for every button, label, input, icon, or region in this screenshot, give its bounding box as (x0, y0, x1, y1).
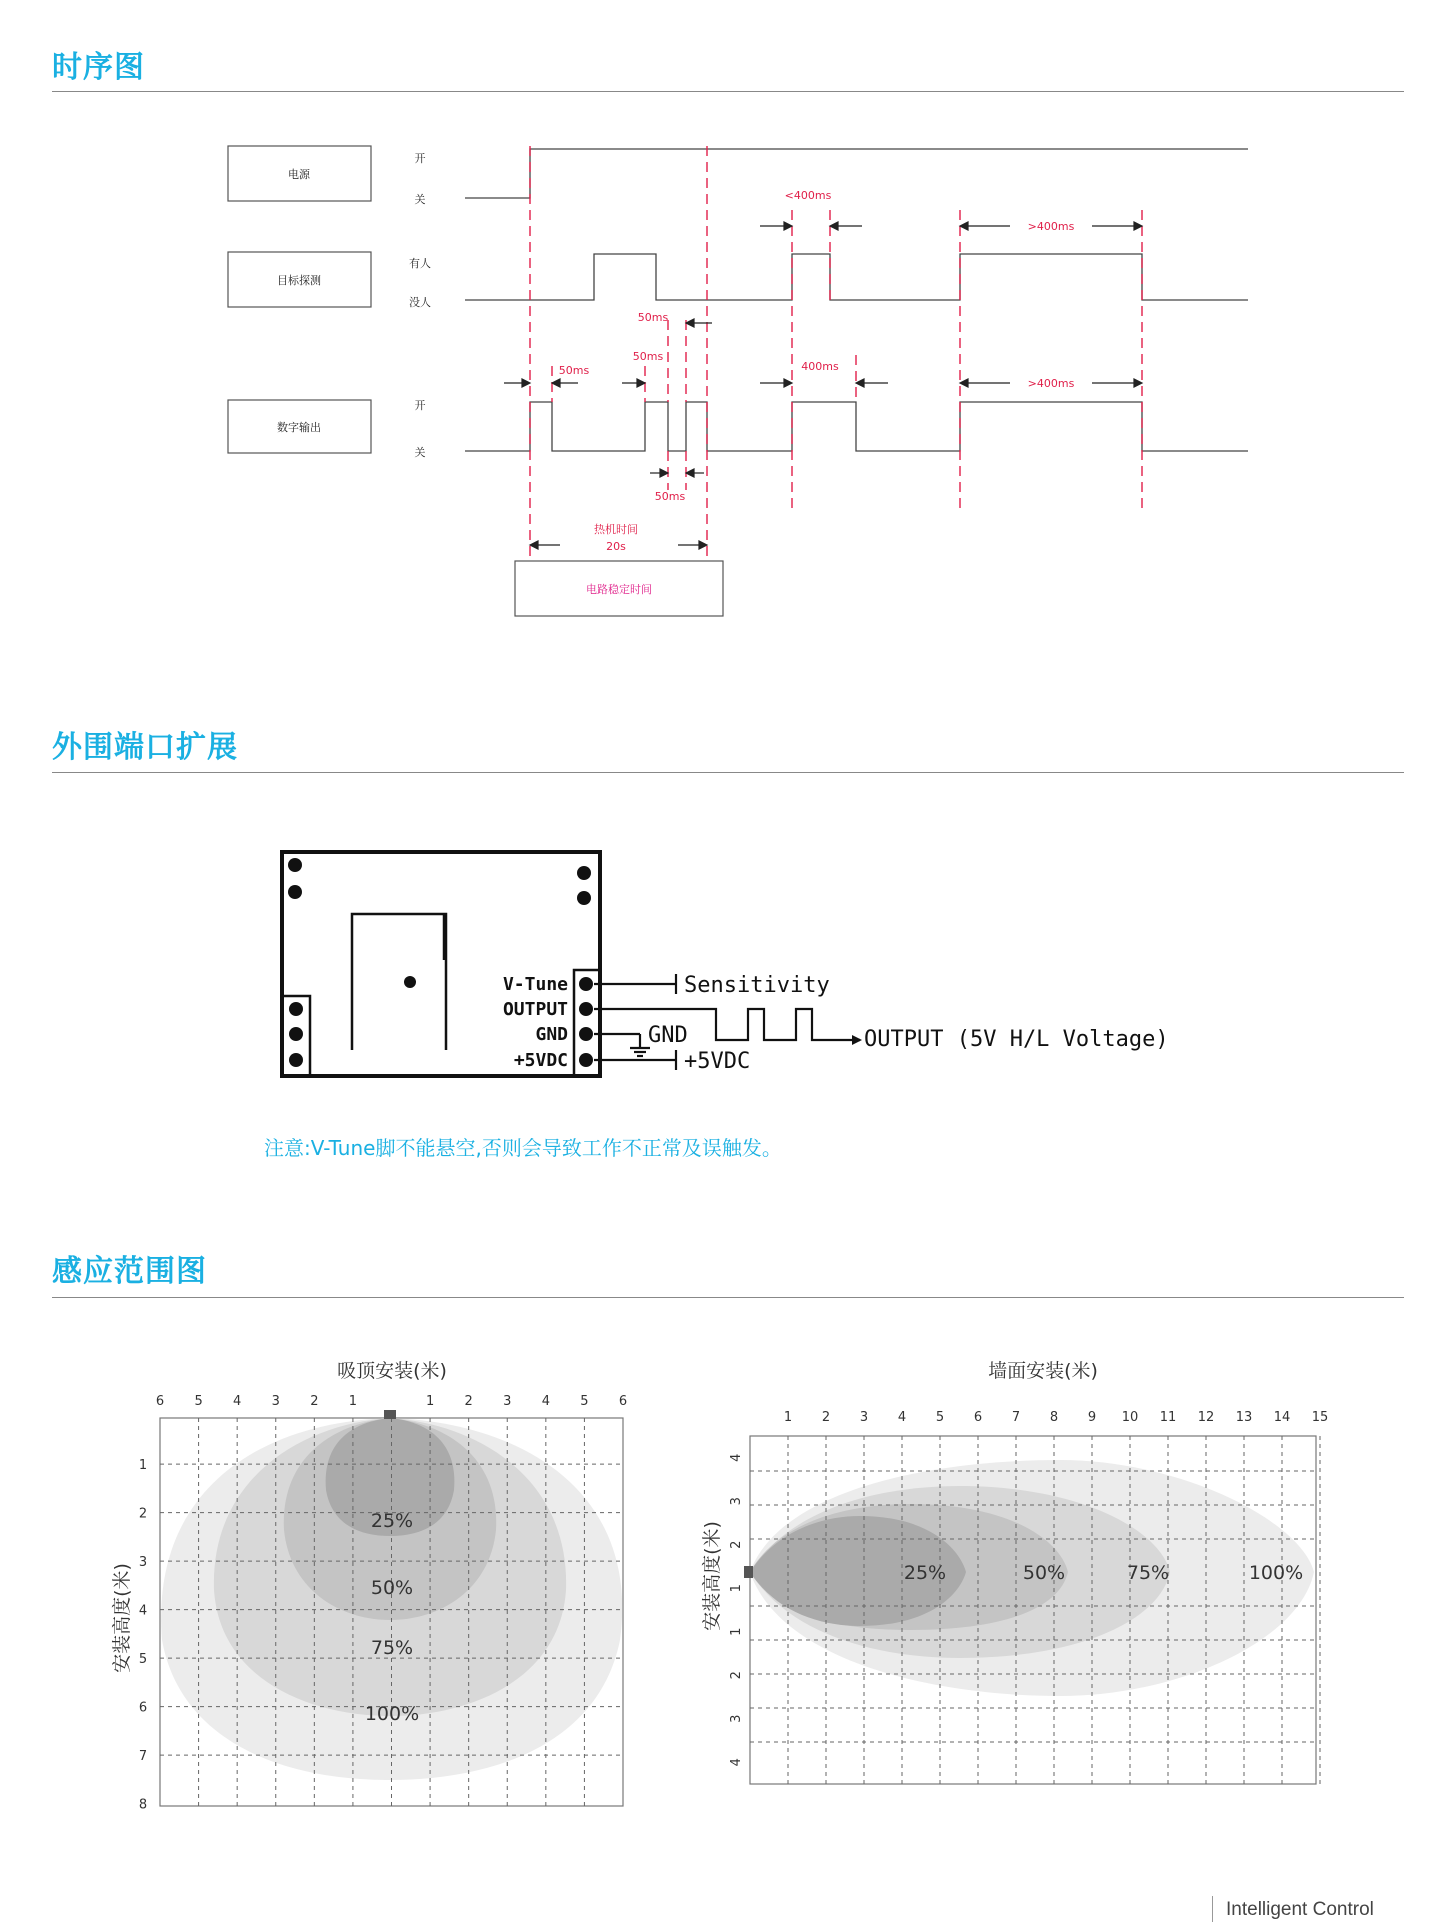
label-gt400-output: >400ms (1027, 377, 1075, 390)
wall-x-tick: 8 (1049, 1410, 1059, 1425)
sensitivity-label: Sensitivity (684, 973, 830, 998)
section-rule-port (52, 772, 1404, 773)
label-50ms-b: 50ms (632, 350, 664, 363)
pin-label-vtune: V-Tune (502, 974, 568, 995)
wall-y-tick: 1 (729, 1584, 744, 1593)
wall-y-tick: 3 (729, 1714, 744, 1723)
ceiling-y-tick: 1 (138, 1458, 148, 1474)
wall-x-tick: 12 (1197, 1410, 1215, 1425)
port-diagram (0, 830, 1446, 1130)
ceiling-x-tick: 5 (580, 1394, 589, 1409)
ceiling-x-tick: 4 (233, 1394, 242, 1409)
label-50ms-a: 50ms (558, 364, 590, 377)
wall-x-tick: 11 (1159, 1410, 1177, 1425)
wall-y-tick: 3 (729, 1497, 744, 1506)
wall-x-tick: 10 (1121, 1410, 1139, 1425)
wall-y-tick: 4 (729, 1758, 744, 1767)
wall-x-tick: 4 (897, 1410, 907, 1425)
wall-level-label: 25% (903, 1562, 947, 1584)
ceiling-level-label: 50% (370, 1577, 414, 1599)
ceiling-x-tick: 6 (155, 1394, 165, 1409)
wall-y-tick: 4 (729, 1453, 744, 1462)
wall-x-tick: 5 (935, 1410, 945, 1425)
wall-level-label: 50% (1022, 1562, 1066, 1584)
ceiling-y-tick: 2 (138, 1506, 148, 1522)
wall-plot (744, 1436, 1320, 1784)
label-lt400: <400ms (784, 189, 832, 202)
ceiling-x-tick: 4 (541, 1394, 550, 1409)
ceiling-level-label: 25% (370, 1510, 414, 1532)
label-50ms-c: 50ms (637, 311, 669, 324)
detect-no-label: 没人 (409, 296, 431, 309)
detect-label: 目标探测 (277, 274, 321, 287)
ceiling-ylabel: 安装高度(米) (111, 1563, 133, 1673)
label-400ms: 400ms (801, 360, 839, 373)
warm-label: 热机时间 (594, 523, 638, 536)
ceiling-y-tick: 6 (138, 1700, 148, 1716)
pin-label-output: OUTPUT (502, 999, 568, 1020)
wall-y-tick: 2 (729, 1671, 744, 1680)
ceiling-x-tick: 2 (310, 1394, 319, 1409)
ceiling-x-tick: 1 (348, 1394, 358, 1409)
ceiling-x-tick: 3 (503, 1394, 512, 1409)
wall-y-tick: 2 (729, 1540, 744, 1549)
ceiling-title: 吸顶安装(米) (337, 1360, 447, 1382)
wall-ylabel: 安装高度(米) (701, 1521, 723, 1631)
ceiling-y-tick: 4 (138, 1603, 148, 1619)
wall-x-tick: 6 (973, 1410, 983, 1425)
ceiling-x-tick: 3 (271, 1394, 280, 1409)
wall-level-label: 75% (1126, 1562, 1170, 1584)
ceiling-x-tick: 1 (425, 1394, 435, 1409)
ceiling-x-tick: 5 (194, 1394, 203, 1409)
section-title-range: 感应范围图 (52, 1254, 207, 1289)
ceiling-level-label: 75% (370, 1637, 414, 1659)
wall-x-tick: 7 (1011, 1410, 1021, 1425)
output-on-label: 开 (414, 399, 426, 412)
wall-x-tick: 3 (859, 1410, 869, 1425)
wall-x-tick: 14 (1273, 1410, 1291, 1425)
wall-level-label: 100% (1248, 1562, 1304, 1584)
output-label: 数字输出 (277, 421, 321, 434)
wall-x-tick: 15 (1311, 1410, 1329, 1425)
timing-diagram (0, 0, 1446, 640)
wall-x-tick: 9 (1087, 1410, 1097, 1425)
output-desc-label: OUTPUT (5V H/L Voltage) (864, 1027, 1169, 1052)
gnd-label: GND (648, 1023, 688, 1048)
footer-divider (1212, 1896, 1213, 1922)
pin-label-gnd: GND (535, 1024, 568, 1045)
output-off-label: 关 (414, 446, 426, 459)
ceiling-level-label: 100% (364, 1703, 420, 1725)
power-label: 电源 (288, 168, 310, 181)
label-50ms-d: 50ms (654, 490, 686, 503)
ceiling-x-tick: 6 (618, 1394, 628, 1409)
wall-x-tick: 1 (783, 1410, 793, 1425)
ceiling-x-tick: 2 (464, 1394, 473, 1409)
detect-yes-label: 有人 (409, 257, 431, 270)
wall-y-tick: 1 (729, 1627, 744, 1636)
pin-label-5vdc: +5VDC (513, 1050, 568, 1071)
warm-value: 20s (606, 540, 626, 553)
stable-label: 电路稳定时间 (586, 583, 652, 596)
power-on-label: 开 (414, 152, 426, 165)
section-rule-range (52, 1297, 1404, 1298)
ceiling-plot (160, 1410, 623, 1806)
footer-brand: Intelligent Control (1226, 1899, 1374, 1920)
ceiling-y-tick: 3 (138, 1555, 148, 1571)
wall-x-tick: 2 (821, 1410, 831, 1425)
power-off-label: 关 (414, 193, 426, 206)
vtune-note: 注意:V-Tune脚不能悬空,否则会导致工作不正常及误触发。 (264, 1136, 782, 1160)
wall-title: 墙面安装(米) (988, 1360, 1098, 1382)
wall-x-tick: 13 (1235, 1410, 1253, 1425)
label-gt400-detect: >400ms (1027, 220, 1075, 233)
ceiling-y-tick: 5 (138, 1652, 148, 1668)
range-diagrams (0, 1340, 1446, 1820)
section-title-timing: 时序图 (52, 50, 145, 85)
section-title-port: 外围端口扩展 (52, 730, 238, 765)
ceiling-y-tick: 8 (138, 1797, 148, 1813)
ceiling-y-tick: 7 (138, 1749, 148, 1765)
vdc-label: +5VDC (684, 1049, 751, 1074)
